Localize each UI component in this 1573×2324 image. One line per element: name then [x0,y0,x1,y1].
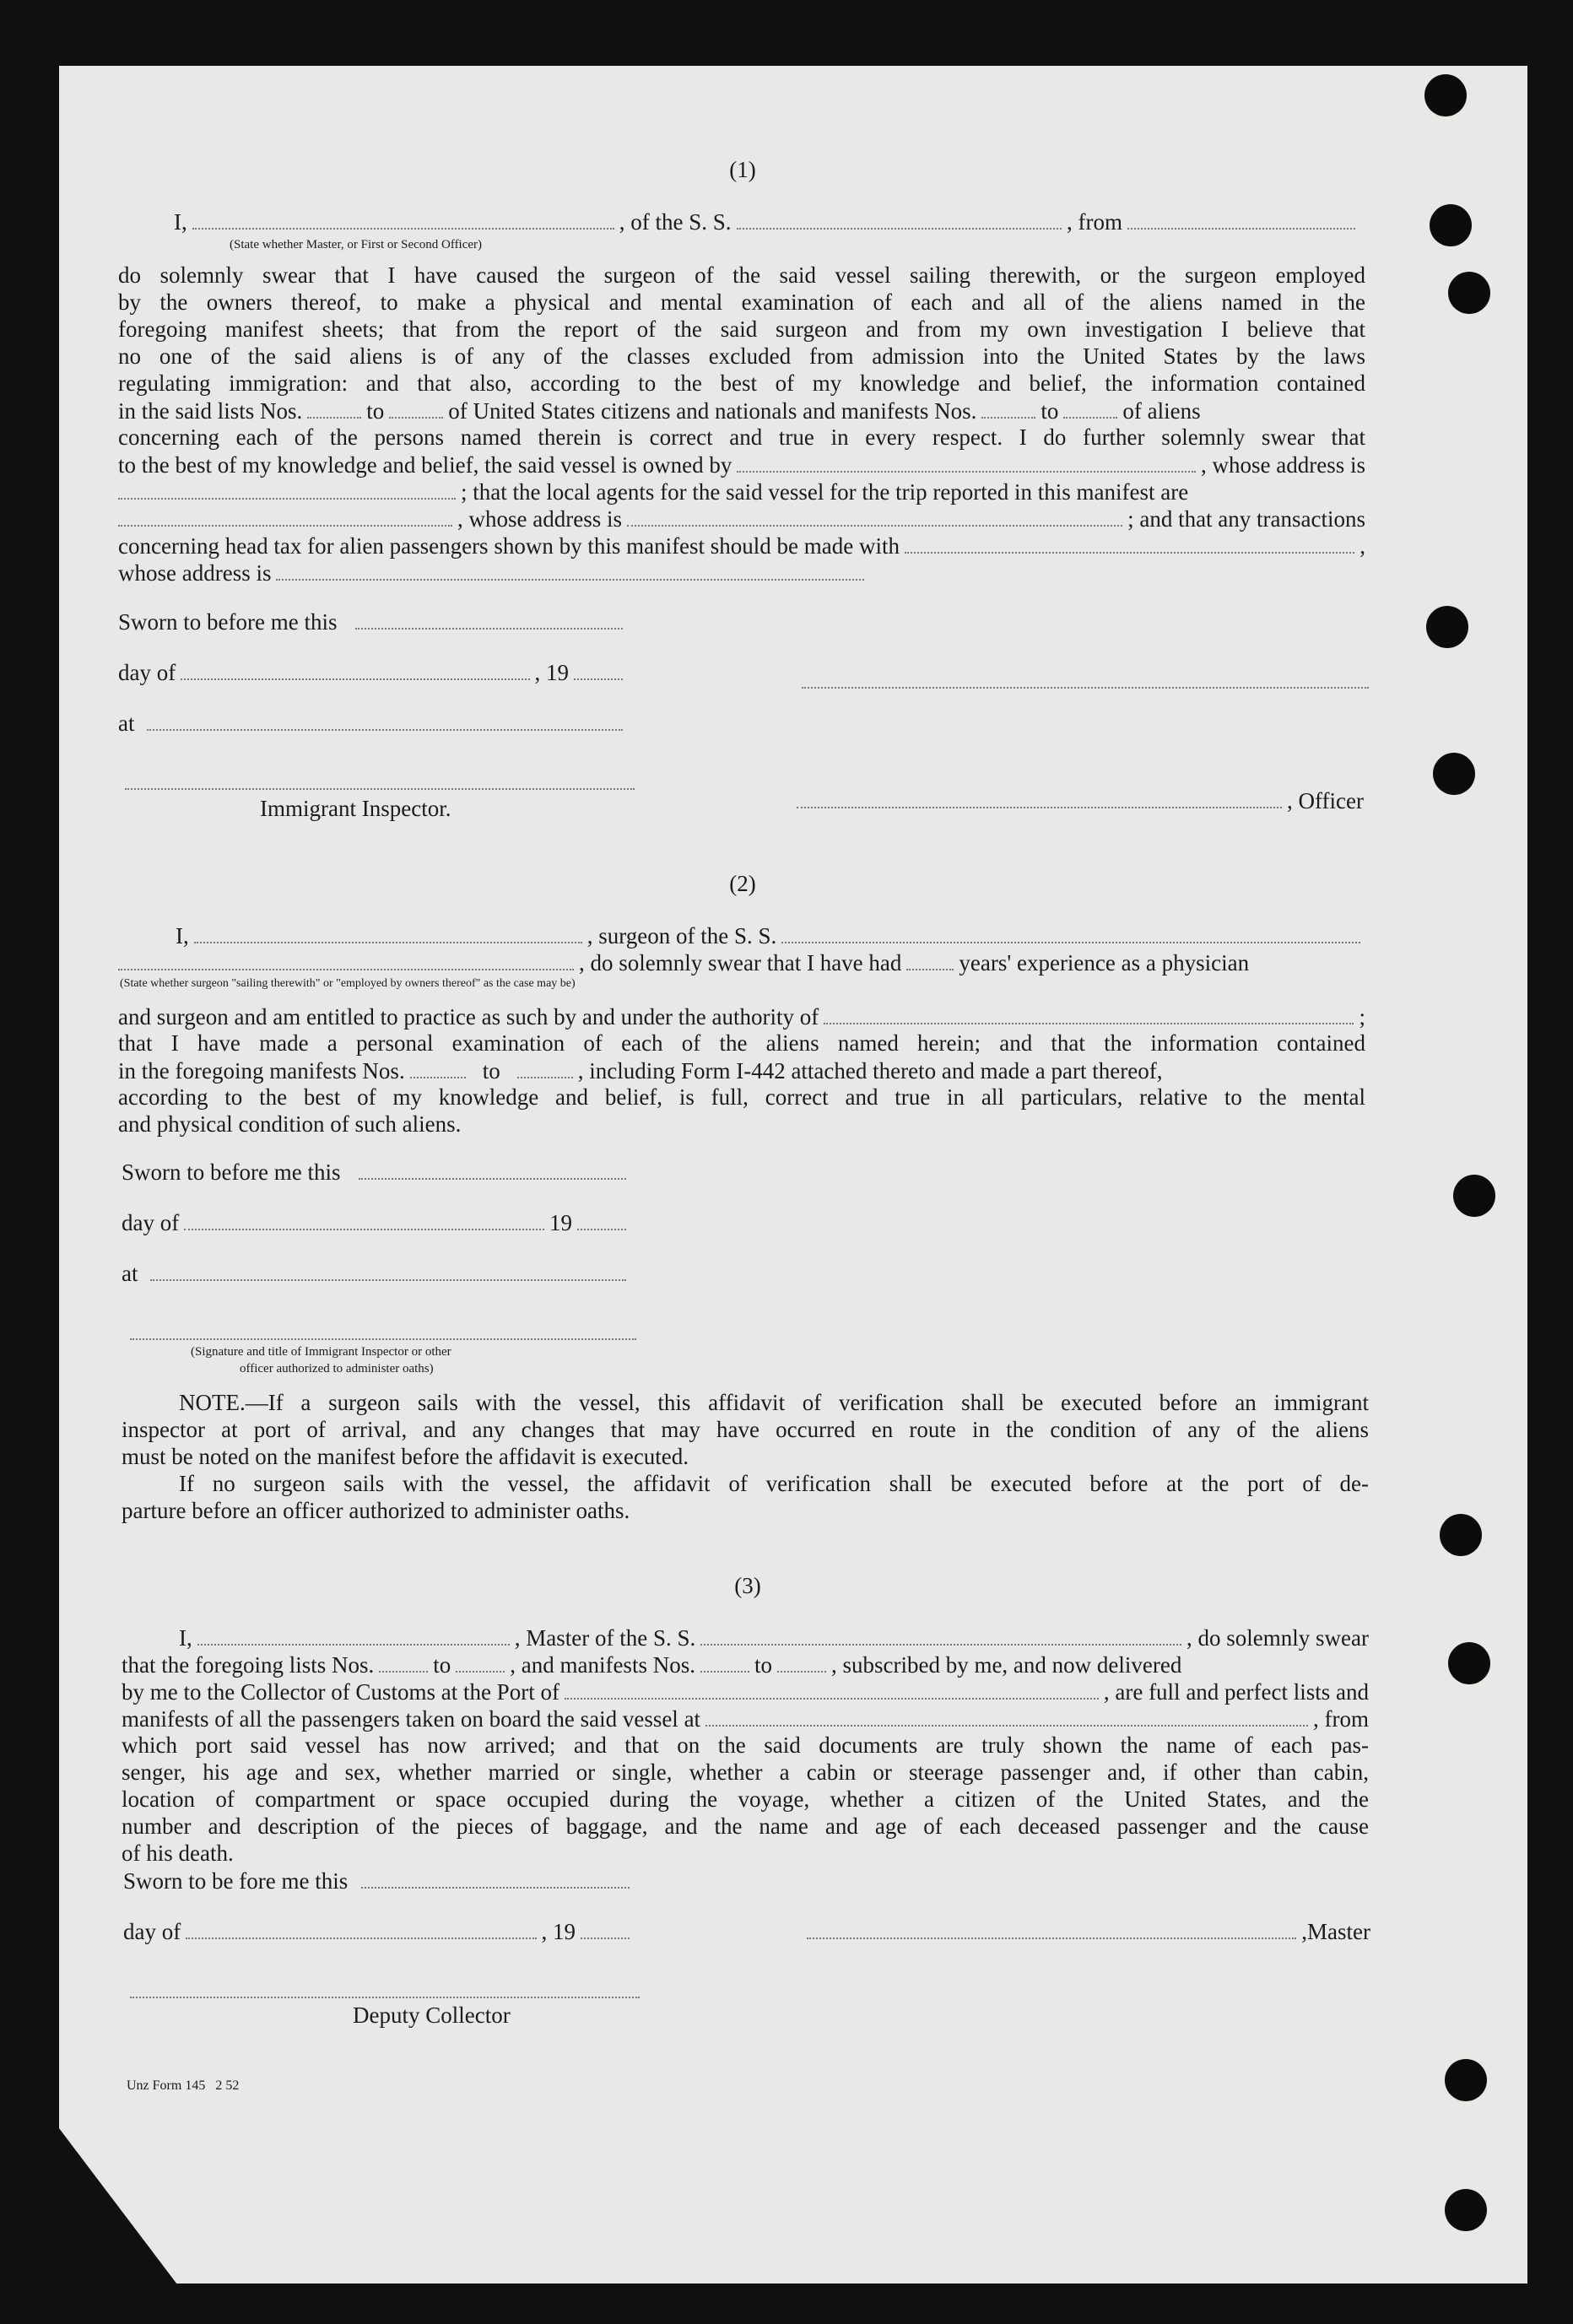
s1-whose-address-line: whose address is [118,559,869,586]
s2-sworn-day-field[interactable] [359,1158,626,1180]
s2-dayof-line: day of 19 [122,1208,631,1236]
s1-line1: I, , of the S. S. , from [174,208,1360,235]
s1-body-line: by the owners thereof, to make a physical and mental examination of each and all of the aliens named in the [118,289,1365,315]
citizen-list-to-field[interactable] [389,397,443,419]
s1-body-line: regulating immigration: and that also, according to the best of my knowledge and belief, the information contained [118,370,1365,396]
section-2-number: (2) [729,871,756,896]
s2-line2: , do solemnly swear that I have had years' experience as a physician [118,949,1365,976]
punch-hole [1424,74,1467,116]
s3-list-from-field[interactable] [379,1651,428,1673]
master-name-field[interactable] [197,1624,510,1646]
s3-sworn-day-field[interactable] [361,1867,630,1889]
s1-headtax-line: concerning head tax for alien passengers shown by this manifest should be made with , [118,533,1365,559]
note-line: If no surgeon sails with the vessel, the affidavit of verification shall be executed before at the port of de- [179,1471,1369,1496]
s2-manifest-to-field[interactable] [517,1057,573,1078]
s1-place-field[interactable] [147,709,624,731]
s3-line1: I, , Master of the S. S. , do solemnly swear [179,1625,1369,1651]
s1-lists-line: in the said lists Nos. to of United States citizens and nationals and manifests Nos. to of aliens [118,398,1201,424]
s2-vessel-field[interactable] [781,921,1360,943]
s2-body-line: according to the best of my knowledge and belief, is full, correct and true in all particulars, relative to the mental [118,1084,1365,1110]
s1-officer-line: , Officer [797,786,1364,814]
s1-at-line: at [118,709,628,737]
s1-month-field[interactable] [181,658,529,680]
s2-at-line: at [122,1259,631,1287]
s3-year-field[interactable] [581,1917,630,1939]
form-id: Unz Form 145 2 52 [127,2078,240,2093]
s1-year-field[interactable] [574,658,623,680]
from-port-field[interactable] [1127,208,1355,230]
s1-body-line: do solemnly swear that I have caused the surgeon of the said vessel sailing therewith, or the surgeon employed [118,262,1365,288]
s2-place-field[interactable] [150,1259,627,1281]
s2-month-field[interactable] [184,1208,544,1230]
s3-line3: by me to the Collector of Customs at the Port of , are full and perfect lists and [122,1679,1369,1705]
s2-year-field[interactable] [577,1208,626,1230]
note-line: parture before an officer authorized to administer oaths. [122,1498,630,1523]
alien-manifest-to-field[interactable] [1063,397,1117,419]
s1-owned-line: to the best of my knowledge and belief, the said vessel is owned by , whose address is [118,452,1365,478]
officer-title-field[interactable] [797,786,1282,808]
practice-authority-field[interactable] [824,1003,1354,1024]
s1-body-line: foregoing manifest sheets; that from the report of the said surgeon and from my own investigation I believe that [118,316,1365,342]
s3-deputy-line: Deputy Collector [353,2002,511,2028]
s3-month-field[interactable] [186,1917,536,1939]
citizen-list-from-field[interactable] [307,397,361,419]
section-3-number: (3) [734,1573,761,1598]
s2-authority-line: and surgeon and am entitled to practice as such by and under the authority of ; [118,1004,1365,1030]
s3-vessel-field[interactable] [700,1624,1181,1646]
headtax-address-field[interactable] [276,559,864,581]
punch-hole [1445,2059,1487,2101]
s2-signature-field[interactable] [130,1318,636,1340]
alien-manifest-from-field[interactable] [981,397,1035,419]
surgeon-name-field[interactable] [194,921,582,943]
punch-hole [1440,1514,1482,1556]
officer-signature-field[interactable] [802,667,1369,689]
punch-hole [1448,272,1490,314]
surgeon-status-field[interactable] [118,949,574,970]
punch-hole [1426,606,1468,648]
note-line: NOTE.—If a surgeon sails with the vessel, this affidavit of verification shall be executed before an immigrant [179,1390,1369,1415]
master-signature-field[interactable] [807,1917,1296,1939]
s3-body-line: senger, his age and sex, whether married or single, whether a cabin or steerage passenger and, if other than cabin, [122,1759,1369,1785]
punch-hole [1445,2189,1487,2231]
s2-manifest-from-field[interactable] [410,1057,466,1078]
s1-agents-address-line: , whose address is ; and that any transactions [118,505,1365,532]
s3-body-line: number and description of the pieces of baggage, and the name and age of each deceased passenger and the cause [122,1813,1369,1839]
agents-address-field[interactable] [627,505,1122,527]
deputy-signature-field[interactable] [130,1976,640,1998]
s1-sworn-line: Sworn to before me this [118,608,628,635]
vessel-name-field[interactable] [737,208,1062,230]
s3-master-line: ,Master [807,1917,1370,1945]
s1-sworn-day-field[interactable] [355,608,623,630]
s1-body-line: no one of the said aliens is of any of the classes excluded from admission into the United States by the laws [118,343,1365,369]
s3-line4: manifests of all the passengers taken on board the said vessel at , from [122,1706,1369,1732]
headtax-party-field[interactable] [905,532,1354,554]
s3-body-line: which port said vessel has now arrived; and that on the said documents are truly shown the name of each pas- [122,1732,1369,1758]
punch-hole [1430,204,1472,246]
note-line: must be noted on the manifest before the affidavit is executed. [122,1444,689,1469]
s3-dayof-line: day of , 19 [123,1917,635,1945]
s2-sworn-line: Sworn to before me this [122,1158,631,1186]
s2-body-line: and physical condition of such aliens. [118,1111,462,1137]
s1-dayof-line: day of , 19 [118,658,628,686]
s2-sig-note: (Signature and title of Immigrant Inspector or other [191,1345,451,1359]
s2-body-line: that I have made a personal examination of each of the aliens named herein; and that the information contained [118,1030,1365,1056]
s1-agents-line: ; that the local agents for the said vessel for the trip reported in this manifest are [118,478,1365,505]
s2-status-note: (State whether surgeon "sailing therewith" or "employed by owners thereof" as the case may be) [120,977,576,990]
punch-hole [1448,1642,1490,1684]
s1-body-line: concerning each of the persons named therein is correct and true in every respect. I do further solemnly swear that [118,424,1365,450]
s3-line2: that the foregoing lists Nos. to , and manifests Nos. to , subscribed by me, and now delivered [122,1652,1182,1678]
port-field[interactable] [565,1678,1099,1700]
punch-hole [1453,1175,1495,1217]
section-1-number: (1) [729,157,756,182]
s2-line1: I, , surgeon of the S. S. [176,921,1365,949]
s3-sworn-line: Sworn to be fore me this [123,1867,635,1894]
years-experience-field[interactable] [906,949,954,970]
s2-manifests-line: in the foregoing manifests Nos. to , including Form I-442 attached thereto and made a part thereof, [118,1058,1163,1084]
s1-inspector-line: Immigrant Inspector. [260,796,451,821]
s2-sig-note: officer authorized to administer oaths) [240,1362,434,1375]
note-line: inspector at port of arrival, and any changes that may have occurred en route in the condition of any of the aliens [122,1417,1369,1442]
punch-hole [1433,753,1475,795]
vessel-owner-field[interactable] [737,451,1196,473]
officer-rank-field[interactable] [192,208,614,230]
s3-manifest-to-field[interactable] [777,1651,826,1673]
s3-body-line: location of compartment or space occupied during the voyage, whether a citizen of the United States, and the [122,1786,1369,1812]
inspector-signature-field[interactable] [125,768,635,790]
boarding-port-field[interactable] [705,1705,1308,1727]
s1-rank-note: (State whether Master, or First or Second Officer) [230,238,483,251]
s3-body-line: of his death. [122,1840,234,1866]
s3-list-to-field[interactable] [456,1651,505,1673]
owner-address-field[interactable] [118,478,456,500]
local-agents-field[interactable] [118,505,452,527]
s3-manifest-from-field[interactable] [700,1651,749,1673]
